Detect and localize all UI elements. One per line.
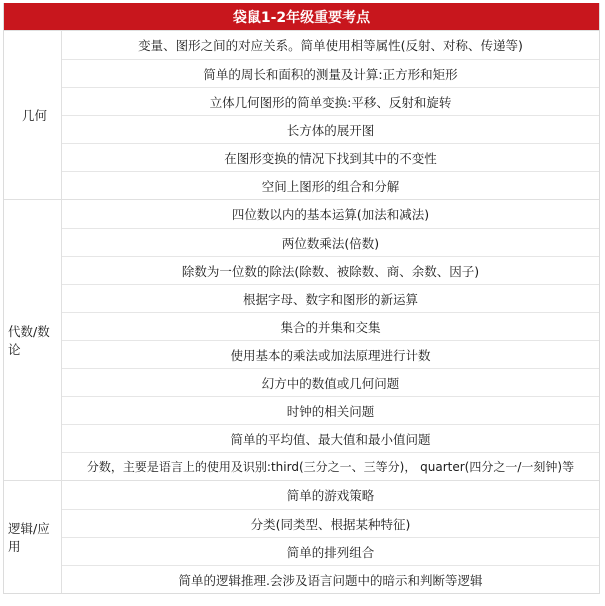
group-label: 代数/数论 bbox=[4, 200, 62, 480]
group-label: 逻辑/应用 bbox=[4, 481, 62, 593]
topic-row: 简单的逻辑推理.会涉及语言问题中的暗示和判断等逻辑 bbox=[62, 565, 599, 593]
group-label: 几何 bbox=[4, 31, 62, 199]
topic-row: 分类(同类型、根据某种特征) bbox=[62, 509, 599, 537]
topic-row: 变量、图形之间的对应关系。简单使用相等属性(反射、对称、传递等) bbox=[138, 38, 523, 53]
group-items bbox=[62, 31, 599, 199]
topic-row: 长方体的展开图 bbox=[62, 115, 599, 143]
topics-table bbox=[3, 3, 600, 594]
topic-row: 除数为一位数的除法(除数、被除数、商、余数、因子) bbox=[62, 256, 599, 284]
topic-row: 简单的平均值、最大值和最小值问题 bbox=[62, 424, 599, 452]
topic-row: 立体几何图形的简单变换:平移、反射和旋转 bbox=[62, 87, 599, 115]
group-logic-application bbox=[4, 480, 599, 593]
group-items bbox=[62, 200, 599, 480]
topic-row: 两位数乘法(倍数) bbox=[62, 228, 599, 256]
topic-row: 分数，主要是语言上的使用及识别:third(三分之一、三等分)， quarter(四分之一/一刻钟)等 bbox=[62, 452, 599, 480]
group-geometry bbox=[4, 30, 599, 199]
topic-row: 简单的周长和面积的测量及计算:正方形和矩形 bbox=[62, 59, 599, 87]
topic-row: 根据字母、数字和图形的新运算 bbox=[62, 284, 599, 312]
topic-row: 集合的并集和交集 bbox=[62, 312, 599, 340]
group-items bbox=[62, 481, 599, 593]
topic-row: 简单的游戏策略 bbox=[286, 488, 375, 503]
table-title: 袋鼠1-2年级重要考点 bbox=[4, 3, 599, 30]
topic-row: 时钟的相关问题 bbox=[62, 396, 599, 424]
topic-row: 四位数以内的基本运算(加法和减法) bbox=[231, 207, 430, 222]
topic-row: 简单的排列组合 bbox=[62, 537, 599, 565]
topic-row: 在图形变换的情况下找到其中的不变性 bbox=[62, 143, 599, 171]
group-algebra-number-theory bbox=[4, 199, 599, 480]
topic-row: 使用基本的乘法或加法原理进行计数 bbox=[62, 340, 599, 368]
topic-row: 空间上图形的组合和分解 bbox=[62, 171, 599, 199]
topic-row: 幻方中的数值或几何问题 bbox=[62, 368, 599, 396]
